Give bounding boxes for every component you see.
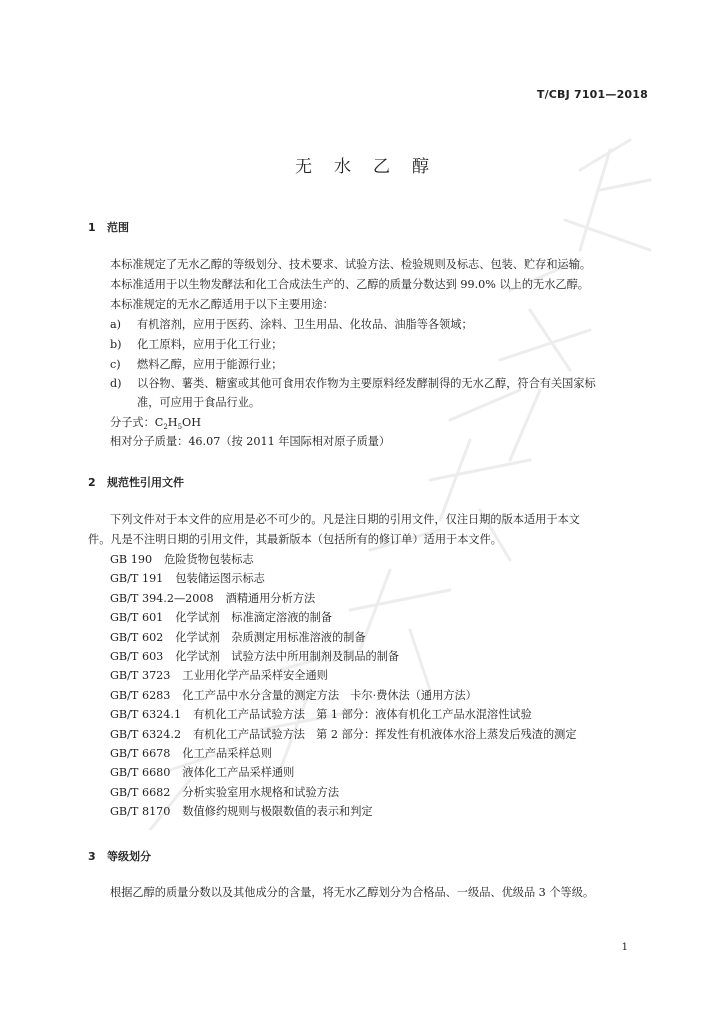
- reference-code: GB/T 601: [110, 611, 164, 625]
- formula-label: 分子式：: [110, 416, 155, 429]
- reference-title: 化工产品采样总则: [182, 747, 272, 760]
- reference-code: GB/T 8170: [110, 805, 171, 819]
- reference-item: [110, 631, 366, 645]
- reference-title: 化学试剂 标准滴定溶液的制备: [175, 611, 332, 625]
- reference-title: 包装储运图示标志: [175, 572, 265, 586]
- section-number: 1: [88, 221, 96, 234]
- section-3-para: 根据乙醇的质量分数以及其他成分的含量，将无水乙醇划分为合格品、一级品、优级品 3 个等级。: [110, 886, 595, 899]
- list-item-letter: a): [110, 318, 122, 331]
- reference-item: [110, 708, 532, 722]
- reference-code: GB/T 602: [110, 630, 164, 644]
- formula-h-sub: 5: [177, 423, 183, 432]
- reference-code: GB/T 6324.2: [110, 727, 182, 741]
- section-number: 3: [88, 850, 96, 863]
- reference-item: [110, 592, 315, 606]
- reference-code: GB/T 6682: [110, 785, 171, 799]
- section-title: 等级划分: [107, 850, 151, 863]
- reference-title: 工业用化学产品采样安全通则: [182, 669, 328, 683]
- section-1-para: 本标准适用于以生物发酵法和化工合成法生产的、乙醇的质量分数达到 99.0% 以上的无水乙醇。: [110, 278, 589, 291]
- reference-item: [110, 766, 294, 780]
- section-1-heading: [88, 219, 129, 235]
- reference-item: [110, 553, 254, 567]
- section-2-intro: 下列文件对于本文件的应用是必不可少的。凡是注日期的引用文件，仅注日期的版本适用于本文: [110, 513, 580, 526]
- reference-item: [110, 728, 577, 742]
- list-item-letter: d): [110, 377, 122, 390]
- reference-item: [110, 650, 399, 664]
- section-title: 规范性引用文件: [107, 476, 184, 489]
- list-item-letter: c): [110, 358, 121, 371]
- reference-item: [110, 805, 373, 819]
- document-title: 无水乙醇: [295, 157, 451, 177]
- section-3-heading: [88, 848, 151, 864]
- reference-item: [110, 572, 265, 586]
- reference-code: GB/T 6283: [110, 688, 171, 702]
- reference-title: 有机化工产品试验方法 第 2 部分：挥发性有机液体水浴上蒸发后残渣的测定: [193, 727, 577, 741]
- reference-code: GB/T 394.2—2008: [110, 591, 214, 605]
- section-1-para: 本标准规定的无水乙醇适用于以下主要用途：: [110, 298, 334, 311]
- section-2-heading: [88, 474, 184, 490]
- reference-code: GB/T 6324.1: [110, 708, 182, 722]
- reference-title: 数值修约规则与极限数值的表示和判定: [182, 805, 373, 819]
- standard-code: T/CBJ 7101—2018: [536, 88, 648, 101]
- section-2-intro: 件。凡是不注明日期的引用文件，其最新版本（包括所有的修订单）适用于本文件。: [88, 533, 502, 546]
- reference-title: 有机化工产品试验方法 第 1 部分：液体有机化工产品水混溶性试验: [193, 708, 532, 722]
- list-item-text: 有机溶剂，应用于医药、涂料、卫生用品、化妆品、油脂等各领域；: [137, 318, 473, 331]
- reference-item: [110, 747, 272, 761]
- section-title: 范围: [107, 221, 129, 234]
- list-item-letter: b): [110, 338, 122, 351]
- page-number: 1: [621, 942, 628, 953]
- reference-code: GB 190: [110, 553, 153, 566]
- list-item-text: 以谷物、薯类、糖蜜或其他可食用农作物为主要原料经发酵制得的无水乙醇，符合有关国家标: [137, 377, 596, 390]
- reference-title: 酒精通用分析方法: [225, 591, 316, 605]
- formula-oh: OH: [182, 416, 201, 429]
- formula-h: H: [167, 416, 178, 429]
- list-item-text: 化工原料，应用于化工行业；: [137, 338, 283, 351]
- reference-title: 危险货物包装标志: [164, 553, 254, 566]
- formula-c-sub: 2: [163, 423, 168, 432]
- formula-c: C: [154, 416, 164, 429]
- list-item-text: 燃料乙醇，应用于能源行业；: [137, 358, 283, 371]
- reference-title: 化学试剂 杂质测定用标准溶液的制备: [175, 630, 366, 644]
- molecular-mass: 相对分子质量：46.07（按 2011 年国际相对原子质量）: [110, 435, 391, 448]
- reference-code: GB/T 603: [110, 650, 164, 663]
- reference-code: GB/T 191: [110, 572, 164, 586]
- reference-title: 液体化工产品采样通则: [182, 766, 295, 780]
- reference-item: [110, 669, 328, 683]
- reference-code: GB/T 6680: [110, 766, 171, 780]
- reference-code: GB/T 3723: [110, 669, 171, 683]
- reference-title: 化工产品中水分含量的测定方法 卡尔·费休法（通用方法）: [182, 688, 477, 702]
- reference-item: [110, 689, 477, 703]
- reference-code: GB/T 6678: [110, 747, 171, 760]
- reference-title: 化学试剂 试验方法中所用制剂及制品的制备: [175, 650, 400, 663]
- molecular-formula: [110, 416, 201, 434]
- reference-item: [110, 611, 332, 625]
- list-item-continuation: 准，可应用于食品行业。: [137, 396, 261, 409]
- reference-item: [110, 786, 339, 800]
- reference-title: 分析实验室用水规格和试验方法: [182, 785, 340, 799]
- section-number: 2: [88, 476, 96, 489]
- watermark-graphic: [110, 130, 670, 830]
- section-1-para: 本标准规定了无水乙醇的等级划分、技术要求、试验方法、检验规则及标志、包装、贮存和运输。: [110, 258, 592, 271]
